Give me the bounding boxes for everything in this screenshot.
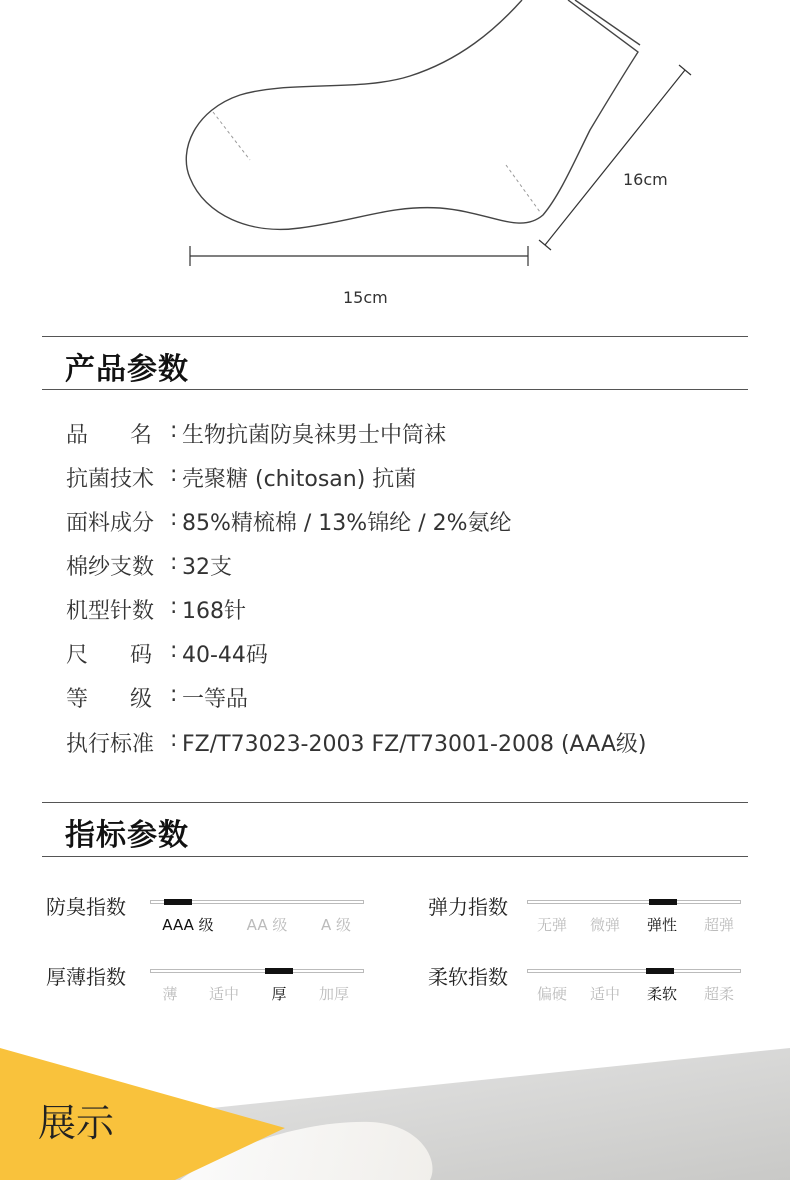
elasticity-level: 弹性 <box>646 916 677 934</box>
softness-index-title: 柔软指数 <box>428 965 508 989</box>
spec-label: 面料成分 <box>66 511 155 536</box>
softness-index-marker <box>646 968 674 974</box>
section-divider-top <box>42 336 748 337</box>
section-divider-bottom <box>42 856 748 857</box>
height-label: 16cm <box>623 170 668 189</box>
spec-value: 一等品 <box>182 687 249 712</box>
elasticity-index-marker <box>649 899 677 905</box>
elasticity-level: 超弹 <box>703 916 734 934</box>
spec-row: 执行标准 : FZ/T73023-2003 FZ/T73001-2008 (AAA级) <box>66 727 647 757</box>
spec-row: 面料成分 : 85%精梳棉 / 13%锦纶 / 2%氨纶 <box>66 506 512 536</box>
toe-seam <box>213 112 250 160</box>
thickness-level: 薄 <box>162 985 178 1003</box>
section-divider-bottom <box>42 389 748 390</box>
index-section-title: 指标参数 <box>65 818 189 853</box>
thickness-level: 厚 <box>271 985 287 1003</box>
thickness-index-track <box>150 969 364 973</box>
odor-index-title: 防臭指数 <box>46 895 126 919</box>
odor-level: AAA 级 <box>162 916 214 934</box>
display-section-title: 展示 <box>38 1101 115 1145</box>
sock-size-diagram <box>0 0 790 320</box>
softness-level: 偏硬 <box>536 985 567 1003</box>
spec-label: 执行标准 <box>66 732 155 757</box>
odor-level: A 级 <box>320 916 352 934</box>
spec-label: 等 级 <box>66 687 152 712</box>
spec-value: 生物抗菌防臭袜男士中筒袜 <box>182 423 447 448</box>
spec-value: 40-44码 <box>182 643 268 668</box>
spec-value: 168针 <box>182 599 246 624</box>
height-dimension-line <box>545 70 685 245</box>
spec-value: 32支 <box>182 555 232 580</box>
spec-label: 尺 码 <box>66 643 152 668</box>
product-section-title: 产品参数 <box>65 352 189 387</box>
cuff-edge <box>575 0 640 45</box>
elasticity-level: 微弹 <box>589 916 620 934</box>
spec-row: 等 级 : 一等品 <box>66 682 249 712</box>
spec-label: 机型针数 <box>66 599 155 624</box>
odor-level: AA 级 <box>246 916 288 934</box>
elasticity-level: 无弹 <box>536 916 567 934</box>
elasticity-index-track <box>527 900 741 904</box>
softness-level: 适中 <box>589 985 620 1003</box>
spec-row: 机型针数 : 168针 <box>66 594 246 624</box>
elasticity-index-title: 弹力指数 <box>428 895 508 919</box>
thickness-index-marker <box>265 968 293 974</box>
display-banner <box>0 1040 790 1180</box>
spec-row: 棉纱支数 : 32支 <box>66 550 232 580</box>
softness-level: 柔软 <box>646 985 677 1003</box>
spec-value: FZ/T73023-2003 FZ/T73001-2008 (AAA级) <box>182 732 647 757</box>
softness-level: 超柔 <box>703 985 734 1003</box>
odor-index-marker <box>164 899 192 905</box>
thickness-index-title: 厚薄指数 <box>46 965 126 989</box>
heel-seam <box>506 165 540 212</box>
softness-index-track <box>527 969 741 973</box>
spec-row: 抗菌技术 : 壳聚糖 (chitosan) 抗菌 <box>66 462 417 492</box>
spec-value: 壳聚糖 (chitosan) 抗菌 <box>182 467 417 492</box>
spec-row: 尺 码 : 40-44码 <box>66 638 268 668</box>
sock-outline <box>186 0 638 229</box>
length-label: 15cm <box>343 288 388 307</box>
spec-label: 棉纱支数 <box>66 555 155 580</box>
section-divider-top <box>42 802 748 803</box>
spec-label: 抗菌技术 <box>66 467 155 492</box>
thickness-level: 适中 <box>208 985 239 1003</box>
thickness-level: 加厚 <box>318 985 349 1003</box>
spec-label: 品 名 <box>66 423 152 448</box>
spec-row: 品 名 : 生物抗菌防臭袜男士中筒袜 <box>66 418 447 448</box>
spec-value: 85%精梳棉 / 13%锦纶 / 2%氨纶 <box>182 511 512 536</box>
